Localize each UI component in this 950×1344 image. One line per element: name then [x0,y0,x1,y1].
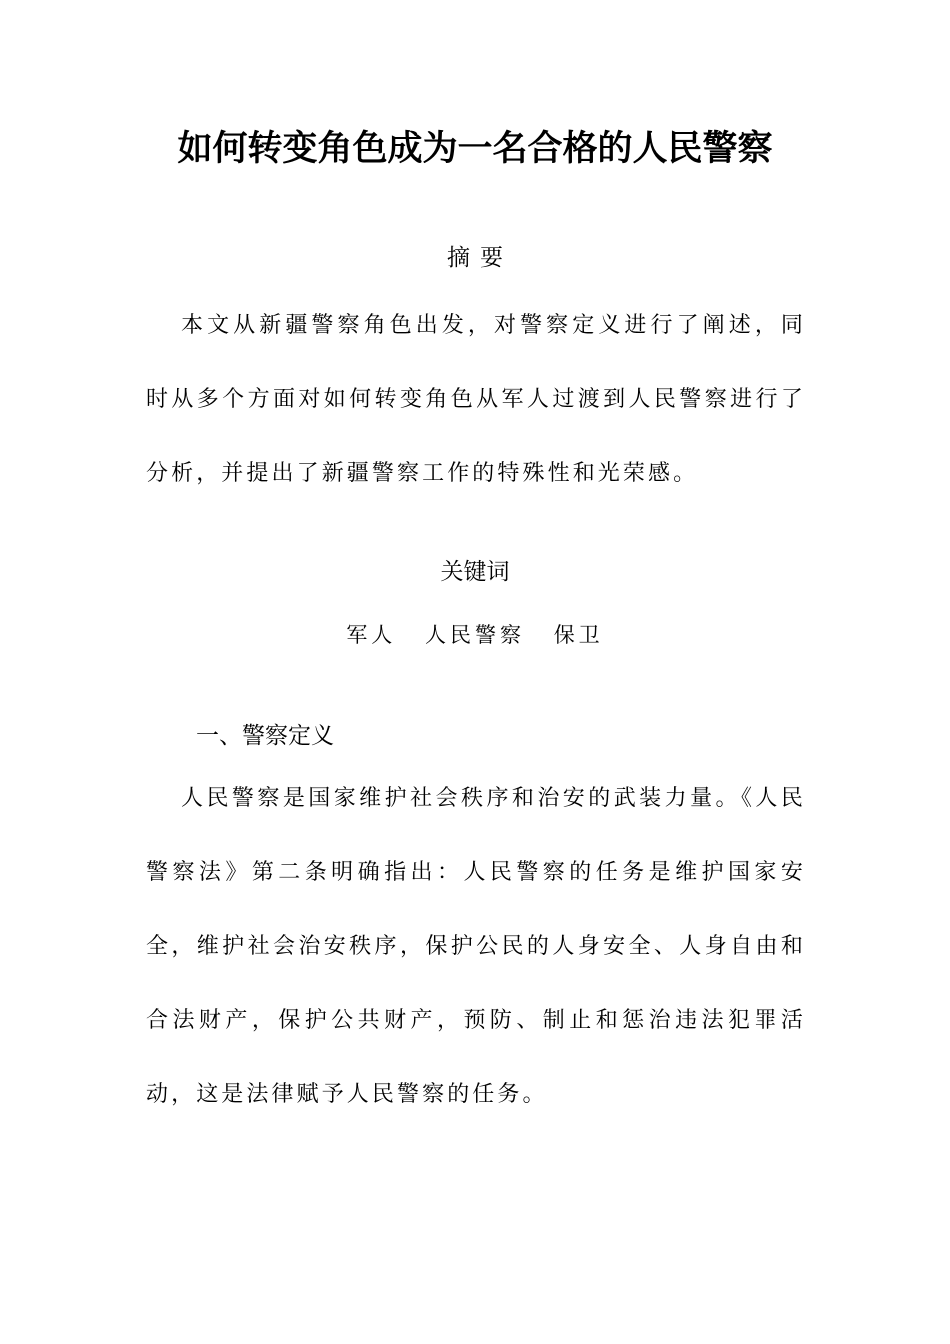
section-heading: 一、警察定义 [196,723,334,749]
keyword-item: 人民警察 [425,623,525,647]
keyword-item: 保卫 [553,623,604,647]
section-paragraph: 人民警察是国家维护社会秩序和治安的武装力量。《人民警察法》第二条明确指出：人民警察的任务是维护国家安全，维护社会治安秩序，保护公民的人身安全、人身自由和合法财产，保护公共财产，预防、制止和惩治违法犯罪活动，这是法律赋予人民警察的任务。 [146,786,806,1107]
keyword-item: 军人 [346,623,397,647]
keywords-list [0,620,950,650]
document-title: 如何转变角色成为一名合格的人民警察 [177,128,773,169]
keywords-heading: 关键词 [440,559,510,585]
abstract-heading: 摘要 [447,245,513,271]
abstract-paragraph: 本文从新疆警察角色出发，对警察定义进行了阐述，同时从多个方面对如何转变角色从军人过渡到人民警察进行了分析，并提出了新疆警察工作的特殊性和光荣感。 [146,313,806,486]
